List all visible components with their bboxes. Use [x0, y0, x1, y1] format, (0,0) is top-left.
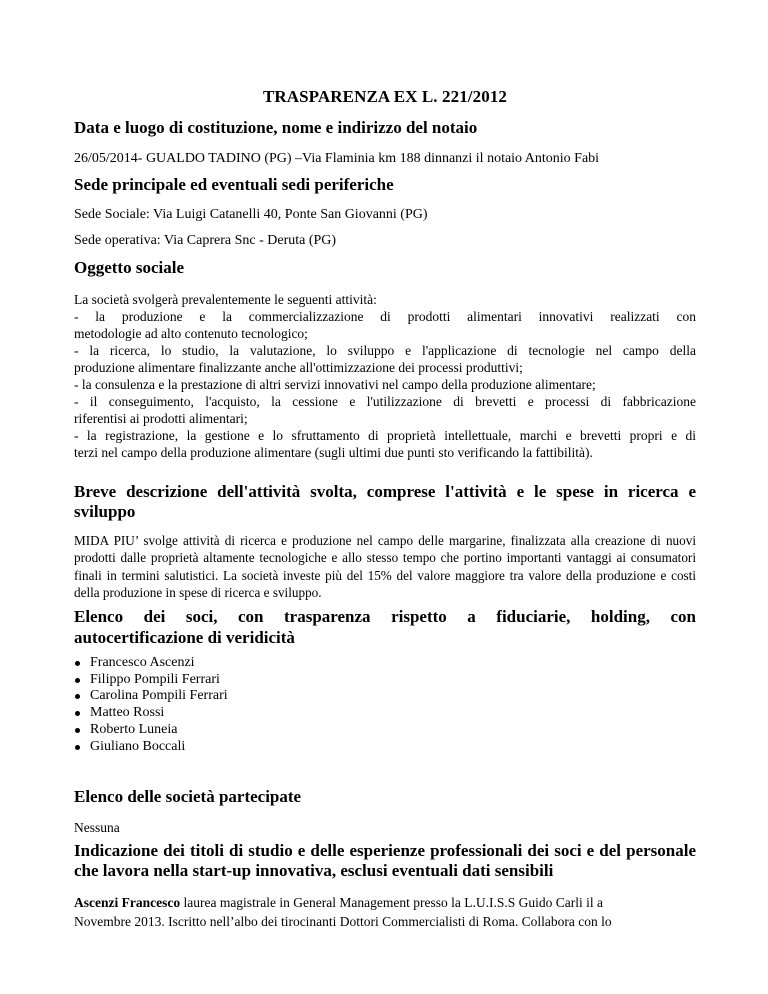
soci-list [74, 655, 374, 755]
list-item: Francesco Ascenzi [74, 655, 374, 672]
attivita-text: MIDA PIU’ svolge attività di ricerca e produzione nel campo delle margarine, finalizzata alla creazione di nuovi prodotti dalle proprietà altamente tecnologiche e allo stesso tempo che portino importanti vantaggi ai consumatori finali in termini salutistici. La società investe più del 15% del valore maggiore tra valore della produzione e costi della produzione in spese di ricerca e sviluppo. [74, 533, 696, 600]
oggetto-line: - la produzione e la commercializzazione di prodotti alimentari innovativi realizzati con [74, 309, 696, 324]
heading-soci-line2: autocertificazione di veridicità [74, 628, 295, 647]
titoli-line-2: Novembre 2013. Iscritto nell’albo dei tirocinanti Dottori Commercialisti di Roma. Collabora con lo [74, 914, 612, 929]
list-item: Giuliano Boccali [74, 739, 374, 756]
heading-soci-line1: Elenco dei soci, con trasparenza rispetto a fiduciarie, holding, con [74, 607, 696, 626]
list-item: Filippo Pompili Ferrari [74, 672, 374, 689]
heading-costituzione: Data e luogo di costituzione, nome e indirizzo del notaio [74, 118, 478, 137]
oggetto-line: - la ricerca, lo studio, la valutazione, lo sviluppo e l'applicazione di tecnologie nel campo della [74, 343, 696, 358]
list-item: Carolina Pompili Ferrari [74, 688, 374, 705]
socio-name: Ascenzi Francesco [74, 895, 181, 910]
oggetto-line: produzione alimentare finalizzante anche all'ottimizzazione dei processi produttivi; [74, 360, 523, 375]
titoli-line-1 [74, 893, 696, 912]
oggetto-line: La società svolgerà prevalentemente le seguenti attività: [74, 292, 377, 307]
oggetto-line: terzi nel campo della produzione alimentare (sugli ultimi due punti sto verificando la fattibilità). [74, 445, 593, 460]
sede-operativa-text: Sede operativa: Via Caprera Snc - Deruta (PG) [74, 233, 337, 248]
heading-partecipate: Elenco delle società partecipate [74, 787, 302, 806]
document-title: TRASPARENZA EX L. 221/2012 [262, 87, 508, 106]
oggetto-line: - il conseguimento, l'acquisto, la cessione e l'utilizzazione di brevetti e processi di fabbricazione [74, 394, 696, 409]
oggetto-line: metodologie ad alto contenuto tecnologico; [74, 326, 308, 341]
list-item: Roberto Luneia [74, 722, 374, 739]
partecipate-text: Nessuna [74, 820, 120, 835]
list-item: Matteo Rossi [74, 705, 374, 722]
heading-sedi: Sede principale ed eventuali sedi periferiche [74, 175, 394, 194]
oggetto-line: - la consulenza e la prestazione di altri servizi innovativi nel campo della produzione alimentare; [74, 377, 596, 392]
heading-oggetto-sociale: Oggetto sociale [74, 258, 184, 277]
oggetto-line: riferentisi ai prodotti alimentari; [74, 411, 248, 426]
costituzione-text: 26/05/2014- GUALDO TADINO (PG) –Via Flaminia km 188 dinnanzi il notaio Antonio Fabi [74, 151, 600, 166]
heading-attivita: Breve descrizione dell'attività svolta, comprese l'attività e le spese in ricerca e sviluppo [74, 482, 696, 521]
heading-titoli-studio: Indicazione dei titoli di studio e delle esperienze professionali dei soci e del personale che lavora nella start-up innovativa, esclusi eventuali dati sensibili [74, 841, 696, 880]
sede-sociale-text: Sede Sociale: Via Luigi Catanelli 40, Ponte San Giovanni (PG) [74, 207, 428, 222]
oggetto-line: - la registrazione, la gestione e lo sfruttamento di proprietà intellettuale, marchi e brevetti propri e di [74, 428, 696, 443]
titoli-line-1-rest: laurea magistrale in General Management presso la L.U.I.S.S Guido Carli il a [180, 895, 603, 910]
